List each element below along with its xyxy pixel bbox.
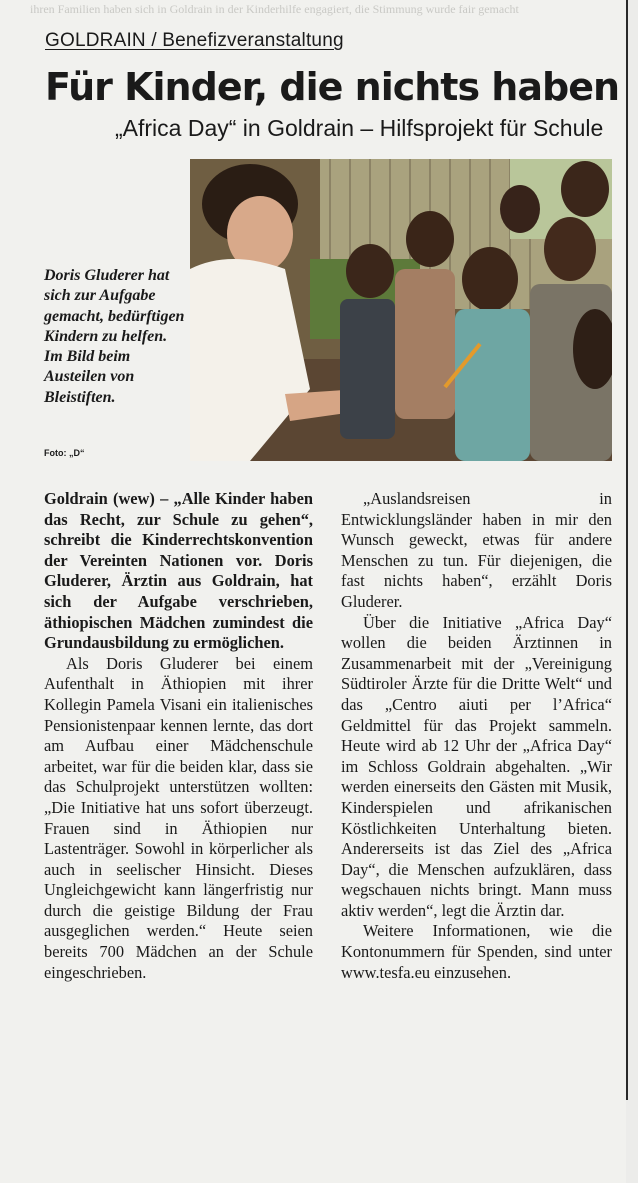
section-kicker: GOLDRAIN / Benefizveranstaltung <box>45 30 344 51</box>
article-paragraph: Über die Initiative „Africa Day“ wollen die beiden Ärztinnen in Zusammenarbeit mit der „Vereinigung Südtiroler Ärzte für die Dritte Welt“ und das „Centro aiuti per l’Africa“ Geldmittel für das Projekt sammeln. Heute wird ab 12 Uhr der „Africa Day“ im Schloss Goldrain abgehalten. „Wir werden einerseits den Gästen mit Musik, Kinderspielen und afrikanischen Köstlichkeiten Unterhaltung bieten. Andererseits ist das Ziel des „Africa Day“, die Menschen aufzuklären, dass wegschauen nichts bringt. Mann muss aktiv werden“, legt die Ärztin dar. <box>341 612 612 920</box>
article-paragraph: Weitere Informationen, wie die Kontonummern für Spenden, sind unter www.tesfa.eu einzusehen. <box>341 921 612 982</box>
subtitle: „Africa Day“ in Goldrain – Hilfsprojekt für Schule <box>115 115 604 141</box>
headline: Für Kinder, die nichts haben <box>45 65 620 109</box>
article-column-1 <box>44 489 313 983</box>
article-lead: Goldrain (wew) – „Alle Kinder haben das Recht, zur Schule zu gehen“, schreibt die Kinderrechtskonvention der Vereinten Nationen vor. Doris Gluderer, Ärztin aus Goldrain, hat sich der Aufgabe verschrieben, äthiopischen Mädchen zumindest die Grundausbildung zu ermöglichen. <box>44 489 313 653</box>
bleed-through-text: ihren Familien haben sich in Goldrain in der Kinderhilfe engagiert, die Stimmung wurde fair gemacht <box>30 2 519 16</box>
article-photo <box>190 159 612 461</box>
article-paragraph: Als Doris Gluderer bei einem Aufenthalt in Äthiopien mit ihrer Kollegin Pamela Visani ein italienisches Pensionistenpaar kennen lernte, das dort am Aufbau einer Mädchenschule arbeitet, war für die beiden klar, dass sie das Schulprojekt unterstützen wollten: „Die Initiative hat uns sofort überzeugt. Frauen sind in Äthiopien nur Lastenträger. Sowohl in körperlicher als auch in seelischer Hinsicht. Dieses Ungleichgewicht kann längerfristig nur durch die geistige Bildung der Frau ausgeglichen werden.“ Heute seien bereits 700 Mädchen an der Schule eingeschrieben. <box>44 653 313 982</box>
clipping-edge <box>626 0 628 1100</box>
article-paragraph: „Auslandsreisen in Entwicklungsländer haben in mir den Wunsch geweckt, etwas für andere Menschen zu tun. Für diejenigen, die fast nichts haben“, erzählt Doris Gluderer. <box>341 489 612 611</box>
photo-credit: Foto: „D“ <box>44 448 85 458</box>
photo-caption: Doris Gluderer hat sich zur Aufgabe gemacht, bedürftigen Kindern zu helfen. Im Bild beim Austeilen von Bleistiften. <box>44 267 185 406</box>
article-column-2 <box>341 489 612 983</box>
photo-illustration <box>190 159 612 461</box>
